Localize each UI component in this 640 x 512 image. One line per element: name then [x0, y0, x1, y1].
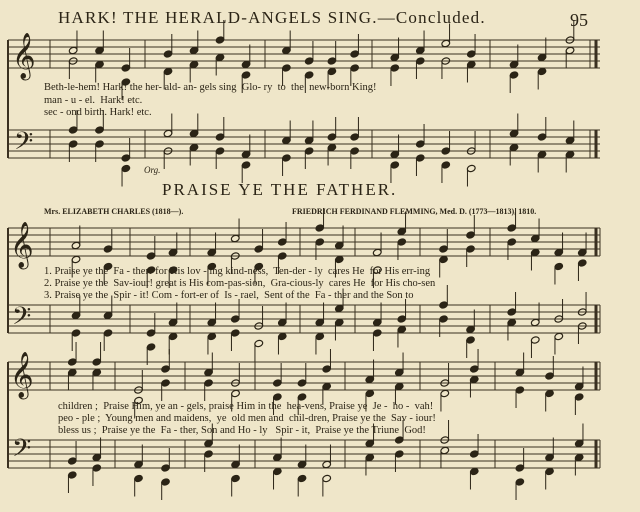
bass-clef-icon: 𝄢 — [14, 127, 34, 162]
page-number: 95 — [570, 10, 588, 30]
composer-credit: FRIEDRICH FERDINAND FLEMMING, Med. D. (1773—1813), 1810. — [292, 207, 537, 216]
verse-line: 1. Praise ye the Fa - ther! for His lov - ing kind-ness, Ten-der - ly cares He for His err-ing — [44, 266, 431, 277]
org-label: Org. — [144, 165, 161, 175]
verse-line: 2. Praise ye the Sav-iour! great is His com-pas-sion, Gra-cious-ly cares He for His cho-sen — [44, 278, 436, 289]
lyric-line: sec - ond birth. Hark! etc. — [44, 107, 152, 118]
verse-line: bless us ; Praise ye the Fa - ther, Son and Ho - ly Spir - it, Praise ye the Triune God! — [58, 425, 426, 436]
verse-line: children ; Praise Him, ye an - gels, praise Him in the hea-vens, Praise ye Je - ho - vah! — [58, 401, 434, 412]
verse-line: peo - ple ; Young men and maidens, ye old men and chil-dren, Praise ye the Sav - iour! — [58, 413, 436, 424]
bass-clef-icon: 𝄢 — [12, 302, 32, 337]
bass-clef-icon: 𝄢 — [12, 434, 32, 469]
treble-clef-icon: 𝄞 — [12, 33, 36, 79]
lyric-line: man - u - el. Hark! etc. — [44, 95, 143, 106]
treble-clef-icon: 𝄞 — [10, 222, 34, 268]
lyric-line: Beth-le-hem! Hark! the her- ald- an- gels sing Glo- ry to the new-born King! — [44, 82, 377, 93]
author-credit: Mrs. ELIZABETH CHARLES (1818—). — [44, 207, 184, 216]
verse-line: 3. Praise ye the Spir - it! Com - fort-er of Is - rael, Sent of the Fa - ther and the Son to — [44, 290, 414, 301]
treble-clef-icon: 𝄞 — [10, 352, 34, 398]
page-title: HARK! THE HERALD-ANGELS SING.—Concluded. — [58, 8, 486, 27]
hymn-title: PRAISE YE THE FATHER. — [162, 180, 398, 199]
